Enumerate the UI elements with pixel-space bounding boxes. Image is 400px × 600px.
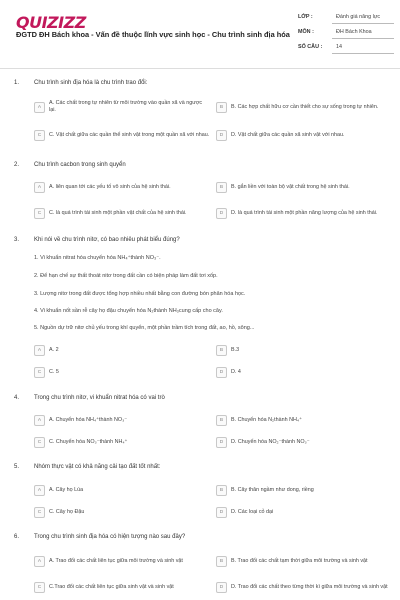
- option-text: A. Trao đổi các chất liên tục giữa môi trường và sinh vật: [49, 557, 183, 564]
- option-letter: C: [34, 208, 45, 219]
- option-letter: A: [34, 556, 45, 567]
- meta-subject-value: ĐH Bách Khoa: [336, 29, 372, 35]
- option-text: B. Cây thân ngầm như dong, riềng: [231, 486, 314, 493]
- option-text: D. Các loại cỏ dại: [231, 508, 274, 515]
- question-number: 6.: [14, 534, 20, 540]
- statement: 5. Nguồn dự trữ nitơ chủ yếu trong khí quyển, một phần trầm tích trong đất, ao, hồ, sông...: [34, 325, 255, 331]
- option-letter: B: [216, 415, 227, 426]
- option-letter: B: [216, 345, 227, 356]
- question-text: Trong chu trình sinh địa hóa có hiện tượng nào sau đây?: [34, 534, 186, 540]
- option-letter: A: [34, 485, 45, 496]
- option-text: D. Chuyển hóa NO₂⁻thành NO₃⁻: [231, 438, 310, 445]
- option-letter: A: [34, 102, 45, 113]
- meta-class-value: Đánh giá năng lực: [336, 14, 381, 20]
- option-text: A. liên quan tới các yếu tố vô sinh của hệ sinh thái.: [49, 183, 171, 190]
- option-text: A. Cây họ Lúa: [49, 486, 84, 493]
- meta-count-line: [332, 53, 394, 54]
- worksheet-title: ĐGTD ĐH Bách khoa - Vấn đề thuộc lĩnh vực sinh học - Chu trình sinh địa hóa: [16, 30, 290, 39]
- question-text: Trong chu trình nitơ, vi khuẩn nitrat hóa có vai trò: [34, 395, 165, 401]
- option-letter: A: [34, 345, 45, 356]
- answer-option[interactable]: [216, 96, 392, 118]
- option-letter: C: [34, 507, 45, 518]
- option-text: A. 2: [49, 346, 59, 353]
- meta-class-line: [332, 23, 394, 24]
- answer-option[interactable]: [34, 202, 210, 224]
- answer-option[interactable]: [34, 180, 210, 194]
- statement: 3. Lượng nitơ trong đất được tổng hợp nhiều nhất bằng con đường bón phân hóa học.: [34, 291, 246, 297]
- option-text: D. là quá trình tái sinh một phần năng lượng của hệ sinh thái.: [231, 209, 378, 216]
- option-letter: A: [34, 415, 45, 426]
- option-text: D. 4: [231, 368, 241, 375]
- answer-option[interactable]: [216, 180, 392, 194]
- answer-option[interactable]: [34, 505, 210, 519]
- answer-option[interactable]: [34, 124, 210, 146]
- statement: 4. Vi khuẩn nốt sần rễ cây họ đậu chuyển hóa N₂thành NH₃cung cấp cho cây.: [34, 308, 223, 314]
- meta-subject-label: MÔN :: [298, 29, 314, 35]
- question-text: Nhóm thực vật có khả năng cải tạo đất tốt nhất:: [34, 464, 161, 470]
- question-text: Khi nói về chu trình nitơ, có bao nhiêu phát biểu đúng?: [34, 237, 180, 243]
- option-text: B.3: [231, 346, 240, 353]
- option-text: A. Các chất trong tự nhiên từ môi trường vào quần xã và ngược lại.: [49, 100, 203, 113]
- option-letter: B: [216, 485, 227, 496]
- question-number: 5.: [14, 464, 20, 470]
- option-letter: C: [34, 437, 45, 448]
- question-text: Chu trình cacbon trong sinh quyển: [34, 162, 126, 168]
- option-letter: D: [216, 582, 227, 593]
- statement: 1. Vi khuẩn nitrat hóa chuyển hóa NH₄⁺thành NO₃⁻.: [34, 255, 161, 261]
- question-number: 1.: [14, 80, 20, 86]
- question-number: 4.: [14, 395, 20, 401]
- option-text: A. Chuyển hóa NH₄⁺thành NO₃⁻: [49, 416, 128, 423]
- answer-option[interactable]: [34, 576, 210, 598]
- answer-option[interactable]: [216, 576, 392, 598]
- meta-count-value: 14: [336, 44, 342, 50]
- answer-option[interactable]: [216, 365, 392, 379]
- meta-subject-line: [332, 38, 394, 39]
- header-divider: [0, 68, 400, 69]
- answer-option[interactable]: [216, 124, 392, 146]
- question-number: 3.: [14, 237, 20, 243]
- quizizz-logo: QUIZIZZ: [16, 13, 86, 32]
- question-number: 2.: [14, 162, 20, 168]
- option-letter: D: [216, 208, 227, 219]
- answer-option[interactable]: [216, 550, 392, 572]
- option-letter: D: [216, 507, 227, 518]
- statement: 2. Để hạn chế sự thất thoát nitơ trong đất cần có biện pháp làm đất tơi xốp.: [34, 273, 218, 279]
- option-text: C. Chuyển hóa NO₃⁻thành NH₄⁺: [49, 438, 128, 445]
- option-letter: B: [216, 556, 227, 567]
- meta-class-row: [298, 14, 394, 29]
- question-text: Chu trình sinh địa hóa là chu trình trao đổi:: [34, 80, 148, 86]
- answer-option[interactable]: [34, 343, 210, 357]
- option-letter: B: [216, 182, 227, 193]
- meta-class-label: LỚP :: [298, 14, 313, 20]
- answer-option[interactable]: [34, 435, 210, 449]
- answer-option[interactable]: [34, 483, 210, 497]
- meta-count-label: SỐ CÂU :: [298, 44, 323, 50]
- option-text: C. Cây họ Đậu: [49, 508, 85, 515]
- answer-option[interactable]: [34, 365, 210, 379]
- answer-option[interactable]: [216, 343, 392, 357]
- meta-count-row: [298, 44, 394, 59]
- option-text: C. Vật chất giữa các quần thể sinh vật trong một quần xã với nhau.: [49, 131, 210, 138]
- option-letter: C: [34, 582, 45, 593]
- answer-option[interactable]: [34, 550, 210, 572]
- option-letter: B: [216, 102, 227, 113]
- answer-option[interactable]: [34, 413, 210, 427]
- answer-option[interactable]: [216, 435, 392, 449]
- option-text: C. là quá trình tái sinh một phần vật chất của hệ sinh thái.: [49, 209, 187, 216]
- option-text: B. gắn liền với toàn bộ vật chất trong hệ sinh thái.: [231, 183, 350, 190]
- option-text: C. 5: [49, 368, 59, 375]
- option-letter: A: [34, 182, 45, 193]
- option-text: D. Trao đổi các chất theo từng thời kì giữa môi trường và sinh vật: [231, 583, 388, 590]
- option-letter: C: [34, 130, 45, 141]
- answer-option[interactable]: [34, 96, 210, 118]
- option-text: B. Trao đổi các chất tạm thời giữa môi trường và sinh vật: [231, 557, 368, 564]
- worksheet-header: [0, 0, 400, 68]
- answer-option[interactable]: [216, 505, 392, 519]
- option-text: C.Trao đổi các chất liên tục giữa sinh vật và sinh vật: [49, 583, 174, 590]
- option-letter: D: [216, 367, 227, 378]
- answer-option[interactable]: [216, 202, 392, 224]
- meta-fields: [298, 14, 394, 59]
- option-text: B. Chuyển hóa N₂thành NH₄⁺: [231, 416, 302, 423]
- option-letter: C: [34, 367, 45, 378]
- option-text: D. Vật chất giữa các quần xã sinh vật với nhau.: [231, 131, 345, 138]
- option-text: B. Các hợp chất hữu cơ cần thiết cho sự sống trong tự nhiên.: [231, 103, 379, 110]
- option-letter: D: [216, 437, 227, 448]
- answer-option[interactable]: [216, 483, 392, 497]
- option-letter: D: [216, 130, 227, 141]
- answer-option[interactable]: [216, 413, 392, 427]
- meta-subject-row: [298, 29, 394, 44]
